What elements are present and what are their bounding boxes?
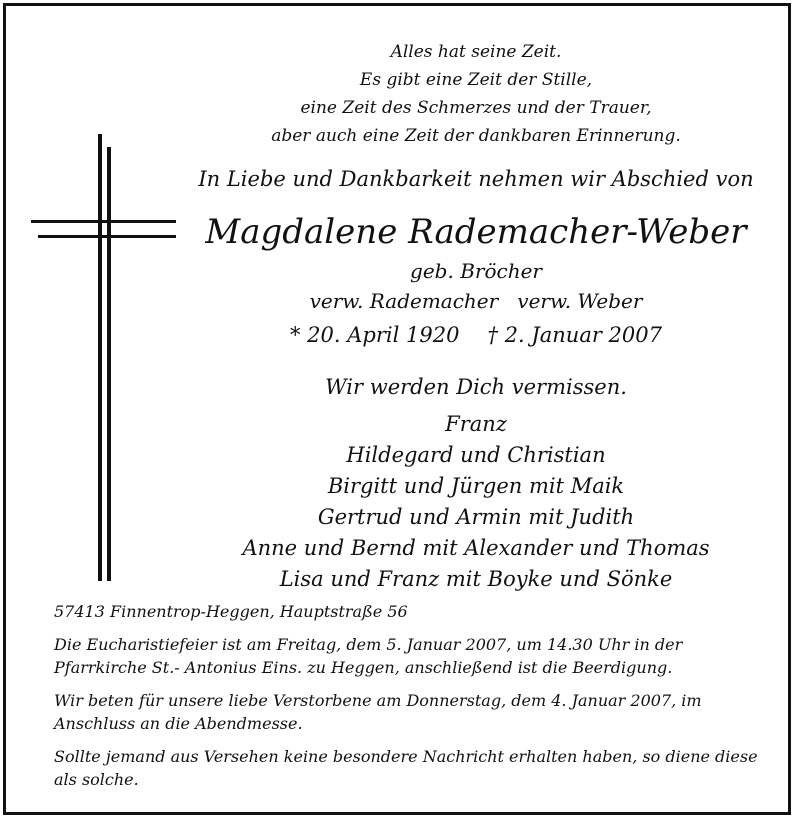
poem-line: Es gibt eine Zeit der Stille, bbox=[359, 70, 593, 90]
family-member: Lisa und Franz mit Boyke und Sönke bbox=[279, 567, 673, 591]
family-member: Anne und Bernd mit Alexander und Thomas bbox=[242, 536, 710, 560]
obituary-notice bbox=[3, 3, 791, 815]
miss-text: Wir werden Dich vermissen. bbox=[325, 375, 627, 399]
widowed-names: verw. Rademacher verw. Weber bbox=[309, 289, 643, 313]
life-dates bbox=[156, 319, 796, 351]
poem-line: eine Zeit des Schmerzes und der Trauer, bbox=[300, 98, 652, 118]
deceased-name: Magdalene Rademacher-Weber bbox=[205, 212, 747, 252]
family-member: Birgitt und Jürgen mit Maik bbox=[327, 474, 625, 498]
death-date: † 2. Januar 2007 bbox=[487, 323, 662, 347]
family-member: Hildegard und Christian bbox=[346, 443, 606, 467]
eucharist-notice: Die Eucharistiefeier ist am Freitag, dem 5. Januar 2007, um 14.30 Uhr in der Pfarrkirche St.- Antonius Eins. zu Heggen, anschließend ist die Beerdigung. bbox=[54, 635, 683, 677]
maiden-name: geb. Bröcher bbox=[410, 259, 542, 283]
family-member: Franz bbox=[445, 412, 507, 436]
deceased-details bbox=[156, 256, 796, 316]
prayer-notice: Wir beten für unsere liebe Verstorbene am Donnerstag, dem 4. Januar 2007, im Anschluss an die Abendmesse. bbox=[54, 691, 702, 733]
address: 57413 Finnentrop-Heggen, Hauptstraße 56 bbox=[54, 602, 408, 621]
poem-line: aber auch eine Zeit der dankbaren Erinnerung. bbox=[271, 126, 681, 146]
poem bbox=[156, 38, 796, 150]
family-list bbox=[156, 409, 796, 595]
family-member: Gertrud und Armin mit Judith bbox=[317, 505, 635, 529]
footer-info bbox=[54, 600, 774, 801]
notification-notice: Sollte jemand aus Versehen keine besondere Nachricht erhalten haben, so diene diese als solche. bbox=[54, 747, 758, 789]
birth-date: * 20. April 1920 bbox=[289, 323, 460, 347]
intro-text: In Liebe und Dankbarkeit nehmen wir Abschied von bbox=[198, 167, 754, 191]
poem-line: Alles hat seine Zeit. bbox=[390, 42, 562, 62]
